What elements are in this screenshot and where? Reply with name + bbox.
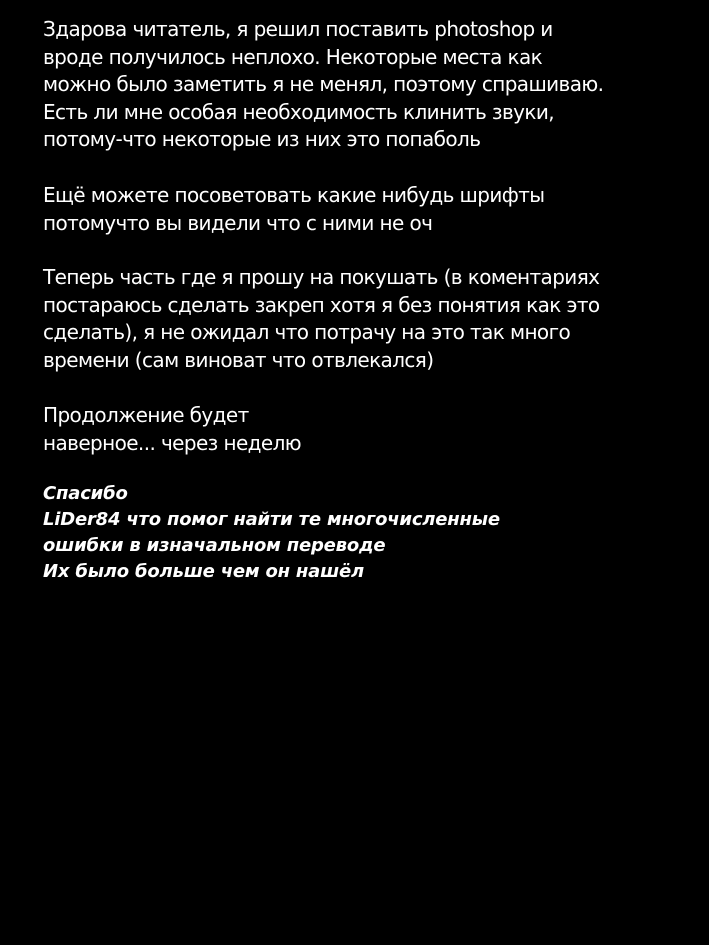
text-line: Продолжение будет	[43, 403, 249, 427]
text-line: постараюсь сделать закреп хотя я без понятия как это	[43, 292, 600, 317]
text-line: LiDer84 что помог найти те многочисленные	[43, 509, 500, 530]
text-line: потому-что некоторые из них это попаболь	[43, 127, 481, 151]
text-line: Ещё можете посоветовать какие нибудь шрифты	[43, 183, 545, 207]
support-paragraph	[43, 264, 600, 374]
text-line: ошибки в изначальном переводе	[43, 535, 386, 556]
fonts-paragraph	[43, 182, 545, 237]
text-line: можно было заметить я не менял, поэтому спрашиваю.	[43, 72, 604, 96]
thanks-paragraph	[43, 481, 500, 585]
intro-paragraph	[43, 16, 603, 154]
text-line: сделать), я не ожидал что потрачу на это так много	[43, 320, 571, 344]
text-line: потомучто вы видели что с ними не оч	[43, 210, 433, 235]
text-line: времени (сам виноват что отвлекался)	[43, 347, 434, 372]
text-line: Есть ли мне особая необходимость клинить звуки,	[43, 99, 555, 124]
text-line: Их было больше чем он нашёл	[43, 561, 364, 582]
continuation-paragraph	[43, 402, 301, 457]
thanks-heading: Спасибо	[43, 483, 128, 504]
text-line: Теперь часть где я прошу на покушать (в коментариях	[43, 265, 600, 289]
text-line: наверное... через неделю	[43, 430, 302, 455]
text-line: вроде получилось неплохо. Некоторые места как	[43, 44, 543, 69]
text-line: Здарова читатель, я решил поставить photoshop и	[43, 17, 553, 41]
